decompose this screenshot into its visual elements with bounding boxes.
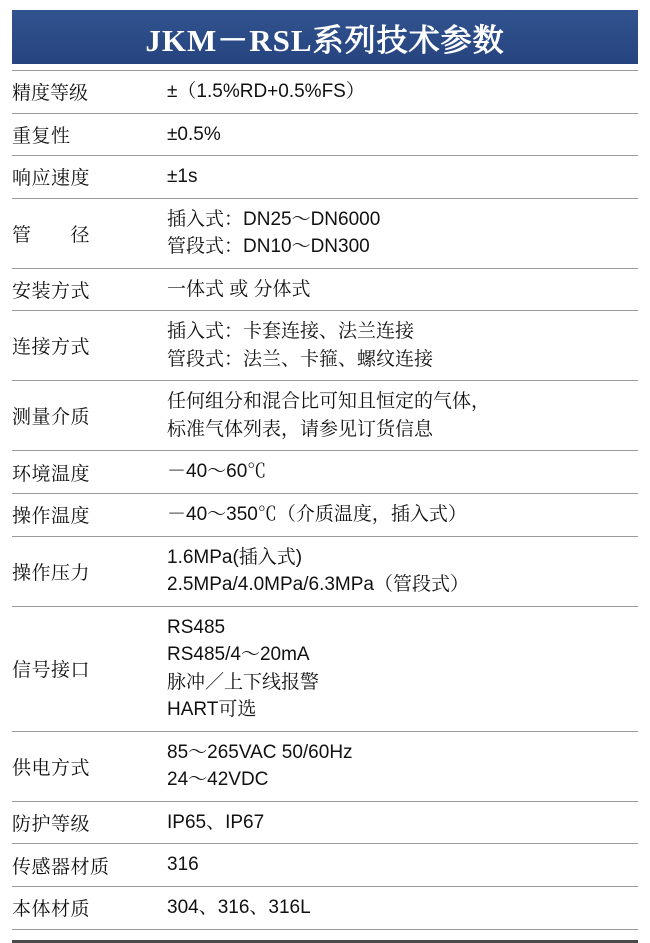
value-line: ±0.5% xyxy=(167,123,221,145)
value-line: －40～60℃ xyxy=(167,461,267,483)
specifications-table-body xyxy=(12,71,638,930)
value-line: 插入式：DN25～DN6000 xyxy=(167,208,381,230)
value-line: 304、316、316L xyxy=(167,897,311,919)
row-value xyxy=(167,606,638,731)
table-row xyxy=(12,606,638,731)
row-label: 精度等级 xyxy=(12,83,89,105)
value-line: 2.5MPa/4.0MPa/6.3MPa（管段式） xyxy=(167,574,469,596)
row-value xyxy=(167,381,638,451)
row-value xyxy=(167,536,638,606)
table-row xyxy=(12,198,638,268)
value-line: 24～42VDC xyxy=(167,769,269,791)
row-label: 操作温度 xyxy=(12,506,91,528)
row-value xyxy=(167,311,638,381)
value-line: 316 xyxy=(167,854,199,876)
value-line: 插入式：卡套连接、法兰连接 xyxy=(167,321,415,343)
title-bar xyxy=(12,10,638,64)
row-label: 连接方式 xyxy=(12,337,91,359)
value-line: HART可选 xyxy=(167,699,257,721)
row-value xyxy=(167,71,638,114)
row-label: 测量介质 xyxy=(12,407,91,429)
row-label: 重复性 xyxy=(12,125,71,147)
value-line: 标准气体列表，请参见订货信息 xyxy=(167,418,434,440)
table-row xyxy=(12,494,638,537)
table-row xyxy=(12,381,638,451)
table-row xyxy=(12,731,638,801)
row-label: 响应速度 xyxy=(12,168,91,190)
table-row xyxy=(12,311,638,381)
page-title: JKM－RSL系列技术参数 xyxy=(145,22,505,58)
row-label: 环境温度 xyxy=(12,463,91,485)
row-value xyxy=(167,494,638,537)
table-row xyxy=(12,268,638,311)
row-value xyxy=(167,156,638,199)
value-line: 1.6MPa(插入式) xyxy=(167,546,303,568)
row-label: 供电方式 xyxy=(12,757,91,779)
value-line: 脉冲／上下线报警 xyxy=(167,671,320,693)
row-value xyxy=(167,198,638,268)
table-row xyxy=(12,113,638,156)
value-line: 任何组分和混合比可知且恒定的气体， xyxy=(167,391,491,413)
table-row xyxy=(12,451,638,494)
value-line: 管段式：法兰、卡箍、螺纹连接 xyxy=(167,348,434,370)
bottom-divider xyxy=(12,940,638,943)
row-value xyxy=(167,731,638,801)
specifications-table xyxy=(12,70,638,930)
value-line: RS485 xyxy=(167,616,226,638)
row-label: 安装方式 xyxy=(12,281,91,302)
table-row xyxy=(12,536,638,606)
row-value xyxy=(167,844,638,887)
row-label: 管 径 xyxy=(12,224,91,246)
row-label: 传感器材质 xyxy=(12,856,110,878)
row-label: 操作压力 xyxy=(12,562,91,584)
table-row xyxy=(12,801,638,844)
row-value xyxy=(167,801,638,844)
table-row xyxy=(12,887,638,930)
value-line: RS485/4～20mA xyxy=(167,644,310,666)
value-line: 管段式：DN10～DN300 xyxy=(167,236,370,258)
row-value xyxy=(167,113,638,156)
value-line: ±（1.5%RD+0.5%FS） xyxy=(167,81,365,102)
value-line: 一体式 或 分体式 xyxy=(167,278,311,300)
value-line: 85～265VAC 50/60Hz xyxy=(167,741,353,763)
row-value xyxy=(167,451,638,494)
value-line: ±1s xyxy=(167,166,198,188)
value-line: －40～350℃（介质温度，插入式） xyxy=(167,504,467,526)
table-row xyxy=(12,844,638,887)
row-label: 本体材质 xyxy=(12,899,91,921)
table-row xyxy=(12,156,638,199)
row-label: 防护等级 xyxy=(12,814,91,836)
table-row xyxy=(12,71,638,114)
row-value xyxy=(167,887,638,930)
row-label: 信号接口 xyxy=(12,660,91,682)
value-line: IP65、IP67 xyxy=(167,811,265,833)
row-value xyxy=(167,268,638,311)
